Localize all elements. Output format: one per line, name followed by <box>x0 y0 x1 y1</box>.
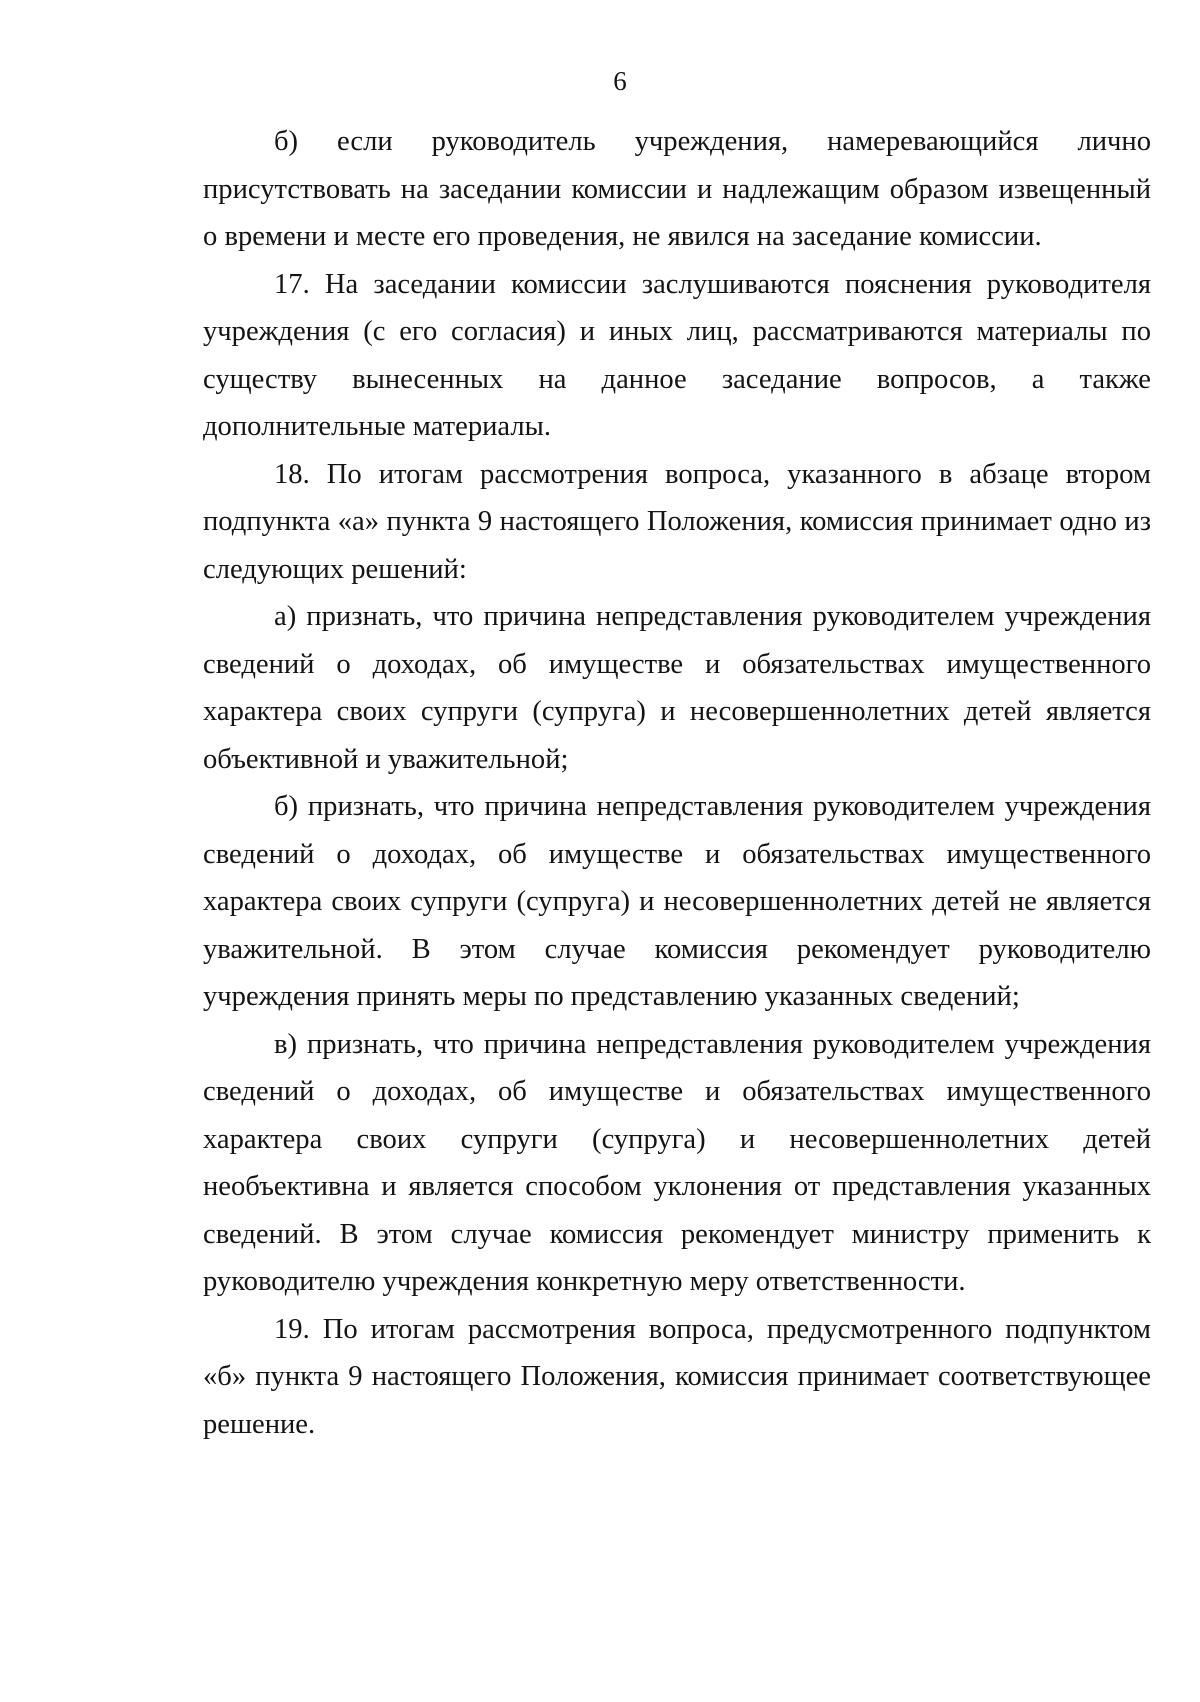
page-number: 6 <box>613 66 627 96</box>
paragraph-17: 17. На заседании комиссии заслушиваются пояснения руководителя учреждения (с его согласия) и иных лиц, рассматриваются материалы по существу вынесенных на данное заседание вопросов, а также дополнительные материалы. <box>203 268 1151 442</box>
paragraph-18v: в) признать, что причина непредставления руководителем учреждения сведений о доходах, об имуществе и обязательствах имущественного характера своих супруги (супруга) и несовершеннолетних детей необъективна и является способом уклонения от представления указанных сведений. В этом случае комиссия рекомендует министру применить к руководителю учреждения конкретную меру ответственности. <box>203 1028 1151 1297</box>
paragraph-18b: б) признать, что причина непредставления руководителем учреждения сведений о доходах, об имуществе и обязательствах имущественного характера своих супруги (супруга) и несовершеннолетних детей не является уважительной. В этом случае комиссия рекомендует руководителю учреждения принять меры по представлению указанных сведений; <box>203 791 1151 1012</box>
paragraph-19: 19. По итогам рассмотрения вопроса, предусмотренного подпунктом «б» пункта 9 настоящего Положения, комиссия принимает соответствующее решение. <box>203 1313 1151 1440</box>
paragraph-16b: б) если руководитель учреждения, намеревающийся лично присутствовать на заседании комиссии и надлежащим образом извещенный о времени и месте его проведения, не явился на заседание комиссии. <box>203 126 1151 252</box>
paragraph-18a: а) признать, что причина непредставления руководителем учреждения сведений о доходах, об имуществе и обязательствах имущественного характера своих супруги (супруга) и несовершеннолетних детей является объективной и уважительной; <box>203 601 1151 775</box>
paragraph-18: 18. По итогам рассмотрения вопроса, указанного в абзаце втором подпункта «а» пункта 9 настоящего Положения, комиссия принимает одно из следующих решений: <box>203 458 1151 585</box>
document-body <box>203 118 1151 1448</box>
